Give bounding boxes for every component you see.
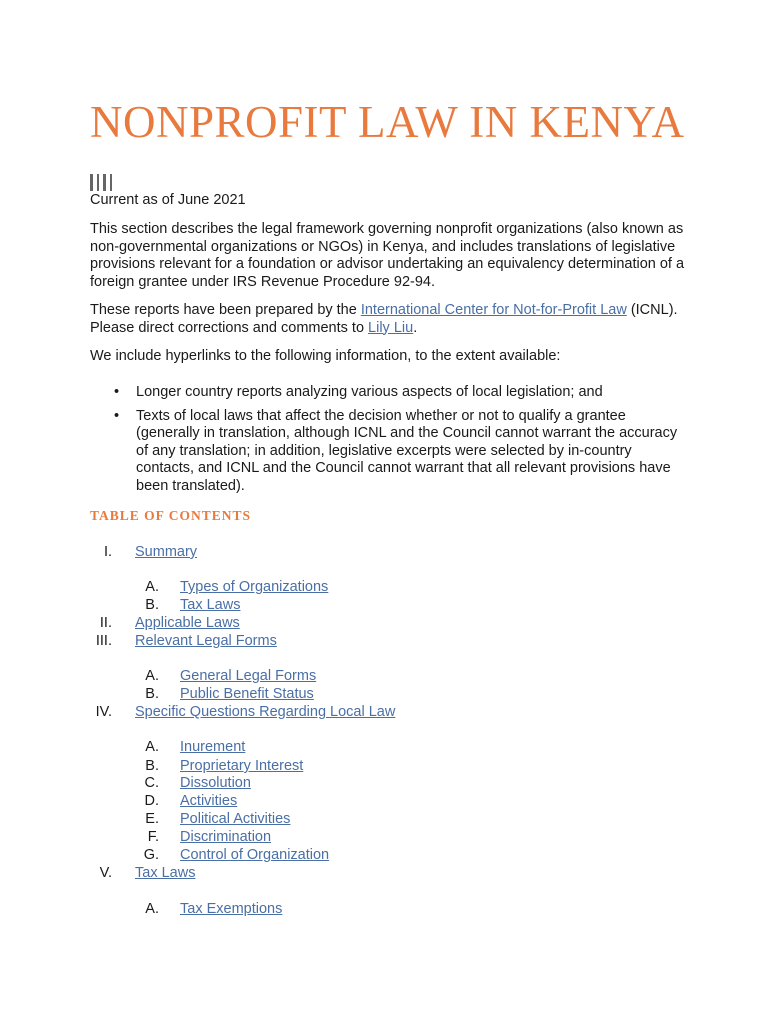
toc-number: A.	[145, 579, 159, 595]
info-bullet-list	[90, 384, 690, 495]
toc-link-relevant-legal-forms[interactable]: Relevant Legal Forms	[135, 633, 277, 649]
toc-link-tax-laws[interactable]: Tax Laws	[135, 865, 196, 881]
prepared-text-pre: These reports have been prepared by the	[90, 302, 361, 318]
toc-number: G.	[143, 847, 159, 863]
toc-number: V.	[99, 865, 112, 881]
toc-link-control-of-organization[interactable]: Control of Organization	[180, 847, 330, 863]
barcode-icon	[90, 174, 112, 191]
current-as-of: Current as of June 2021	[90, 192, 246, 208]
toc-number: B.	[145, 758, 159, 774]
toc-number: IV.	[95, 704, 112, 720]
list-item: • Longer country reports analyzing various aspects of local legislation; and	[90, 384, 690, 402]
toc-link-dissolution[interactable]: Dissolution	[180, 775, 251, 791]
toc-link-discrimination[interactable]: Discrimination	[180, 829, 272, 845]
toc-link-political-activities[interactable]: Political Activities	[180, 811, 291, 827]
toc-number: B.	[145, 597, 159, 613]
toc-number: A.	[145, 901, 159, 917]
hyperlinks-intro: We include hyperlinks to the following information, to the extent available:	[90, 348, 561, 364]
toc-link-specific-questions[interactable]: Specific Questions Regarding Local Law	[135, 704, 396, 720]
toc-number: A.	[145, 739, 159, 755]
toc-number: F.	[147, 829, 159, 845]
toc-number: C.	[144, 775, 159, 791]
toc-number: E.	[145, 811, 159, 827]
toc-link-inurement[interactable]: Inurement	[180, 739, 246, 755]
toc-number: D.	[144, 793, 159, 809]
toc-link-public-benefit-status[interactable]: Public Benefit Status	[180, 686, 314, 702]
toc-number: II.	[99, 615, 112, 631]
icnl-link[interactable]: International Center for Not-for-Profit Law	[360, 302, 627, 318]
contact-link[interactable]: Lily Liu	[368, 319, 414, 336]
toc-number: III.	[95, 633, 112, 649]
prepared-text-mid: (ICNL). Please direct corrections and comments to	[90, 302, 678, 336]
toc-number: B.	[145, 686, 159, 702]
toc-link-general-legal-forms[interactable]: General Legal Forms	[180, 668, 317, 684]
page-title: NONPROFIT LAW IN KENYA	[90, 97, 685, 147]
toc-link-summary[interactable]: Summary	[135, 544, 198, 560]
prepared-text-end: .	[413, 319, 418, 336]
toc-heading: TABLE OF CONTENTS	[90, 508, 252, 523]
toc-link-activities[interactable]: Activities	[180, 793, 238, 809]
toc-number: I.	[103, 544, 112, 560]
toc-link-types-of-organizations[interactable]: Types of Organizations	[180, 579, 329, 595]
toc-link-proprietary-interest[interactable]: Proprietary Interest	[180, 758, 304, 774]
toc-link-tax-exemptions[interactable]: Tax Exemptions	[180, 901, 283, 917]
prepared-by-paragraph	[90, 302, 690, 337]
toc-link-applicable-laws[interactable]: Applicable Laws	[135, 615, 240, 631]
list-item: • Texts of local laws that affect the decision whether or not to qualify a grantee (generally in translation, although ICNL and the Council cannot warrant the accuracy of any translation; in addition, legislative excerpts were selected by in-country contacts, and ICNL and the Council cannot warrant that all relevant provisions have been translated).	[90, 408, 690, 496]
intro-paragraph: This section describes the legal framework governing nonprofit organizations (also known as non-governmental organizations or NGOs) in Kenya, and includes translations of legislative provisions relevant for a foundation or advisor undertaking an equivalency determination of a foreign grantee under IRS Revenue Procedure 92-94.	[90, 221, 685, 290]
toc-link-tax-laws-summary[interactable]: Tax Laws	[180, 597, 241, 613]
toc-number: A.	[145, 668, 159, 684]
